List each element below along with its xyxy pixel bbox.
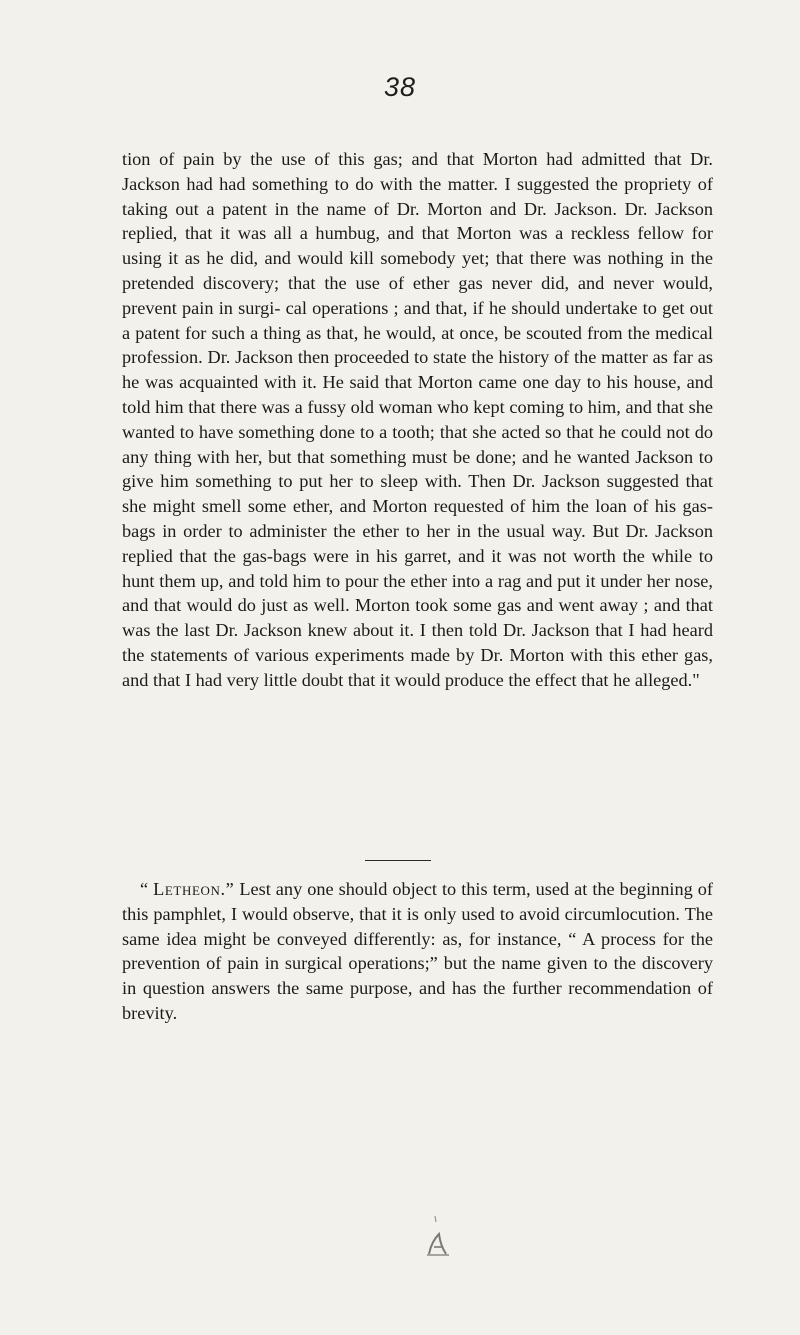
footnote-text: Lest any one should object to this term, used at the beginning of this pamphlet, I would observe, that it is only used to avoid circumlocution. The same idea might be conveyed differently: as, for instance, “ A process for the prevention of pain in surgical operations;” but the name given to the discovery in question answers the same purpose, and has the further recommendation of brevity. xyxy=(122,879,713,1023)
main-text: tion of pain by the use of this gas; and that Morton had admitted that Dr. Jackson had had something to do with the matter. I suggested the propriety of taking out a patent in the name of Dr. Morton and Dr. Jackson. Dr. Jackson replied, that it was all a humbug, and that Morton was a reckless fellow for using it as he did, and would kill somebody yet; that there was nothing in the pretended discovery; that the use of ether gas never did, and never would, prevent pain in surgi- cal operations ; and that, if he should undertake to get out a patent for such a thing as that, he would, at once, be scouted from the medical profession. Dr. Jackson then proceeded to state the history of the matter as far as he was acquainted with it. He said that Morton came one day to his house, and told him that there was a fussy old woman who kept coming to him, and that she wanted to have something done to a tooth; that she acted so that he could not do any thing with her, but that something must be done; and he wanted Jackson to give him something to put her to sleep with. Then Dr. Jackson suggested that she might smell some ether, and Morton requested of him the loan of his gas-bags in order to administer the ether to her in the usual way. But Dr. Jackson replied that the gas-bags were in his garret, and it was not worth the while to hunt them up, and told him to pour the ether into a rag and put it under her nose, and that would do just as well. Morton took some gas and went away ; and that was the last Dr. Jackson knew about it. I then told Dr. Jackson that I had heard the statements of various experiments made by Dr. Morton with this ether gas, and that I had very little doubt that it would produce the effect that he alleged." xyxy=(122,149,713,690)
footnote-open-quote: “ xyxy=(140,879,154,899)
page-number: 38 xyxy=(383,72,417,102)
library-stamp-mark xyxy=(425,1214,451,1258)
footnote-term: Letheon.” xyxy=(153,879,235,899)
footnote xyxy=(122,877,713,1026)
footnote-rule xyxy=(365,860,431,861)
